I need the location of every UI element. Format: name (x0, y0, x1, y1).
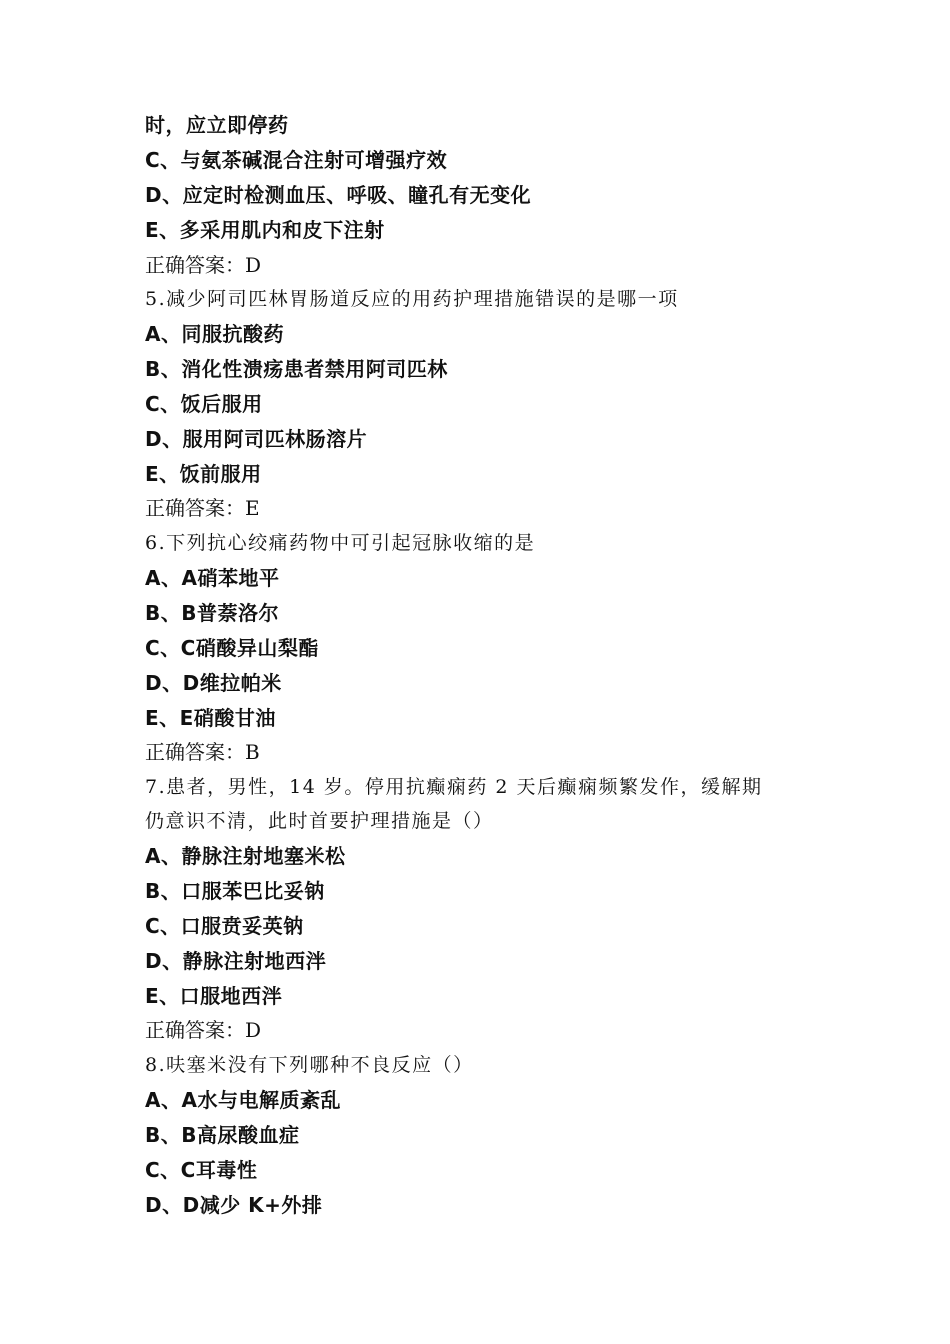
option-e: E、口服地西泮 (145, 984, 283, 1008)
correct-answer: 正确答案：B (145, 740, 260, 764)
question-5: 5.减少阿司匹林胃肠道反应的用药护理措施错误的是哪一项 (145, 288, 679, 310)
option-d: D、静脉注射地西泮 (145, 949, 327, 973)
option-text: 时，应立即停药 (145, 113, 289, 137)
option-c: C、与氨茶碱混合注射可增强疗效 (145, 148, 448, 172)
option-b: B、消化性溃疡患者禁用阿司匹林 (145, 357, 448, 381)
option-d: D、D减少 K+外排 (145, 1193, 323, 1217)
option-d: D、应定时检测血压、呼吸、瞳孔有无变化 (145, 183, 532, 207)
question-7: 7.患者，男性，14 岁。停用抗癫痫药 2 天后癫痫频繁发作，缓解期 (145, 776, 763, 798)
option-e: E、多采用肌内和皮下注射 (145, 218, 385, 242)
option-e: E、饭前服用 (145, 462, 262, 486)
option-d: D、D维拉帕米 (145, 671, 282, 695)
option-d: D、服用阿司匹林肠溶片 (145, 427, 368, 451)
option-c: C、口服贲妥英钠 (145, 914, 304, 938)
option-b: B、B高尿酸血症 (145, 1123, 300, 1147)
option-a: A、同服抗酸药 (145, 322, 284, 346)
question-8: 8.呋塞米没有下列哪种不良反应（） (145, 1054, 474, 1076)
option-b: B、B普萘洛尔 (145, 601, 279, 625)
option-e: E、E硝酸甘油 (145, 706, 276, 730)
option-c: C、C耳毒性 (145, 1158, 258, 1182)
option-c: C、C硝酸异山梨酯 (145, 636, 319, 660)
option-b: B、口服苯巴比妥钠 (145, 879, 325, 903)
question-6: 6.下列抗心绞痛药物中可引起冠脉收缩的是 (145, 532, 536, 554)
question-7-continued: 仍意识不清，此时首要护理措施是（） (145, 810, 494, 832)
correct-answer: 正确答案：E (145, 496, 260, 520)
option-a: A、静脉注射地塞米松 (145, 844, 346, 868)
option-a: A、A水与电解质紊乱 (145, 1088, 341, 1112)
option-a: A、A硝苯地平 (145, 566, 280, 590)
correct-answer: 正确答案：D (145, 253, 262, 277)
correct-answer: 正确答案：D (145, 1018, 262, 1042)
option-c: C、饭后服用 (145, 392, 263, 416)
